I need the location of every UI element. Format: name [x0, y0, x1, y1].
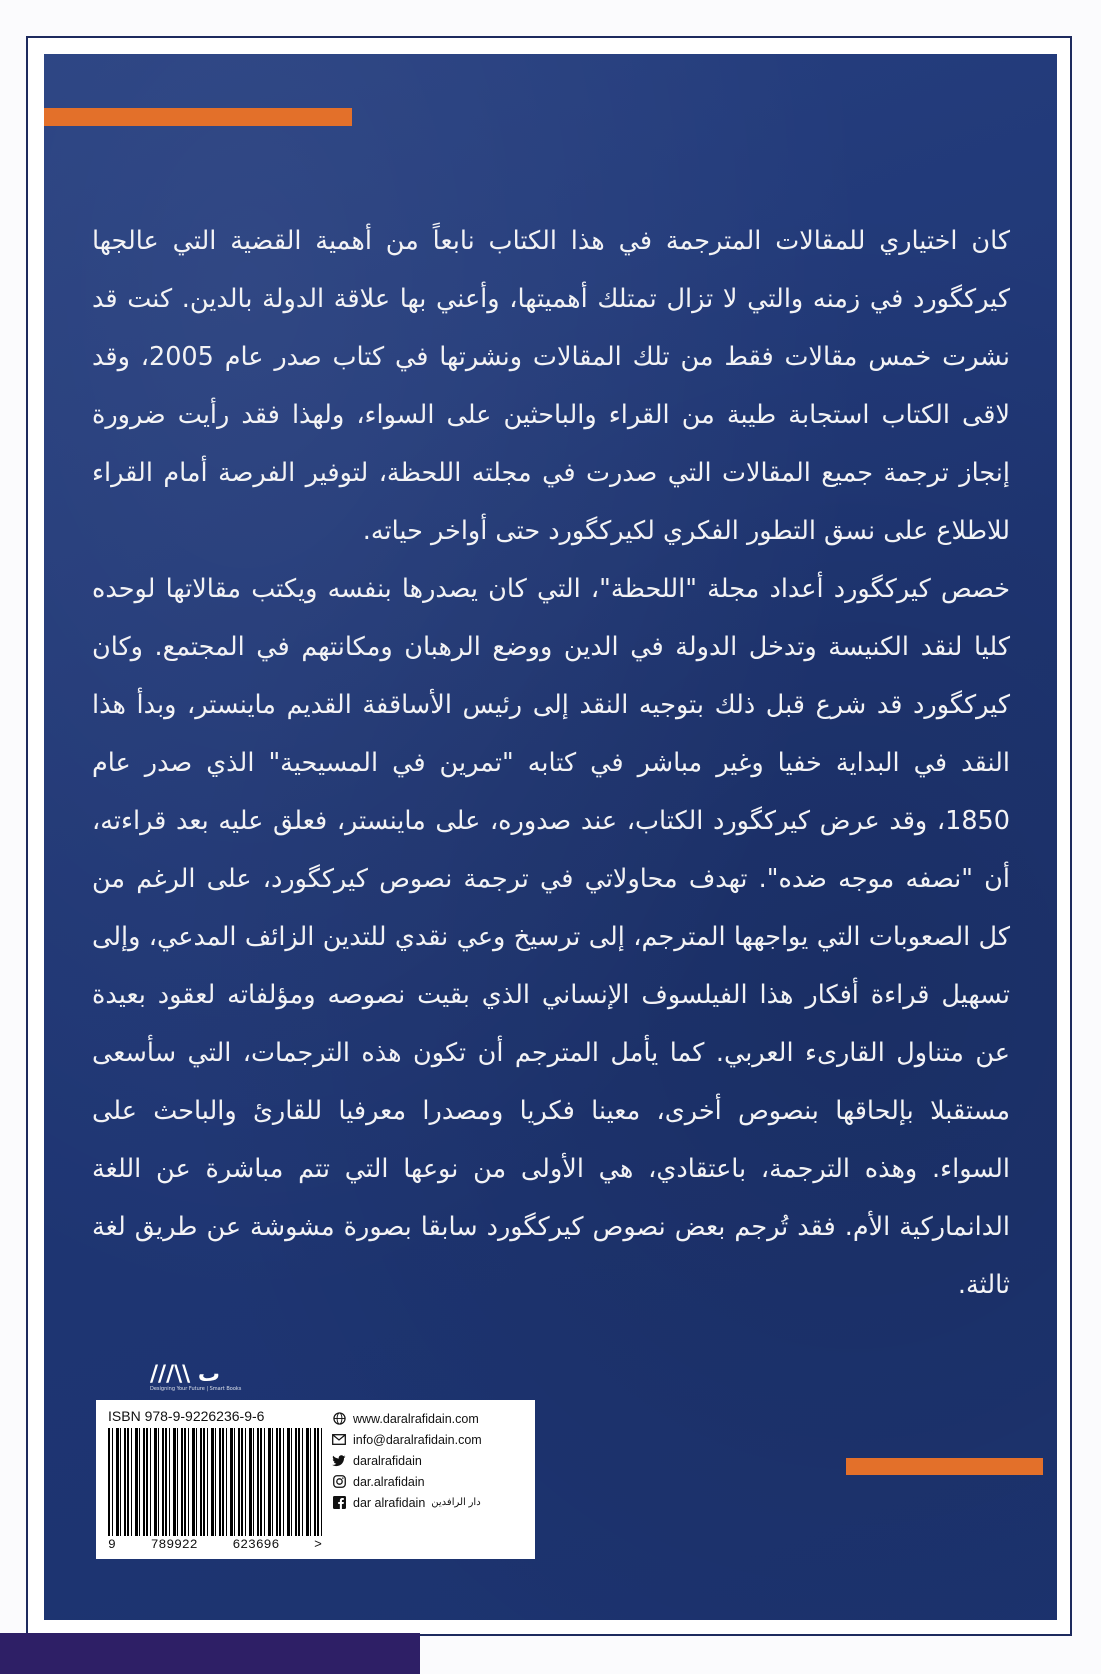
- contact-twitter[interactable]: [332, 1450, 532, 1471]
- accent-bar-top: [44, 108, 352, 126]
- instagram-icon: [332, 1475, 346, 1489]
- facebook-icon: [332, 1496, 346, 1510]
- contact-text: daralrafidain: [353, 1453, 422, 1468]
- publisher-info-box: [96, 1400, 535, 1559]
- publisher-tagline: Designing Your Future | Smart Books: [150, 1386, 242, 1392]
- publisher-logo: [150, 1364, 245, 1394]
- isbn-barcode: [108, 1428, 322, 1536]
- barcode-digit-group: 789922: [150, 1537, 198, 1552]
- accent-bar-bottom: [846, 1458, 1043, 1475]
- contact-text: dar alrafidain: [353, 1495, 426, 1510]
- contact-facebook[interactable]: [332, 1492, 532, 1513]
- globe-icon: [332, 1412, 346, 1426]
- decorative-strip: [0, 1633, 420, 1674]
- contact-text: dar.alrafidain: [353, 1474, 425, 1489]
- mail-icon: [332, 1433, 346, 1447]
- contact-instagram[interactable]: [332, 1471, 532, 1492]
- barcode-digit-group: 623696: [232, 1537, 280, 1552]
- publisher-name-arabic: دار الرافدين: [431, 1497, 481, 1508]
- barcode-digit-group: >: [314, 1537, 322, 1552]
- blurb-paragraph-1: كان اختياري للمقالات المترجمة في هذا الكتاب نابعاً من أهمية القضية التي عالجها كيركگورد في زمنه والتي لا تزال تمتلك أهميتها، وأعني بها علاقة الدولة بالدين. كنت قد نشرت خمس مقالات فقط من تلك المقالات ونشرتها في كتاب صدر عام 2005، وقد لاقى الكتاب استجابة طيبة من القراء والباحثين على السواء، ولهذا فقد رأيت ضرورة إنجاز ترجمة جميع المقالات التي صدرت في مجلته اللحظة، لتوفير الفرصة أمام القراء للاطلاع على نسق التطور الفكري لكيركگورد حتى أواخر حياته.: [92, 226, 1010, 546]
- contact-website[interactable]: [332, 1408, 532, 1429]
- publisher-logo-mark: ///\\ ٮ: [150, 1362, 220, 1387]
- isbn-label: ISBN 978-9-9226236-9-6: [108, 1408, 265, 1424]
- contact-text: www.daralrafidain.com: [353, 1411, 479, 1426]
- barcode-digits: [108, 1537, 322, 1552]
- barcode-digit-group: 9: [108, 1537, 116, 1552]
- contact-text: info@daralrafidain.com: [353, 1432, 482, 1447]
- contact-list: [332, 1408, 532, 1513]
- blurb-text: [92, 212, 1010, 1314]
- blurb-paragraph-2: خصص كيركگورد أعداد مجلة "اللحظة"، التي كان يصدرها بنفسه ويكتب مقالاتها لوحده كليا لنقد الكنيسة وتدخل الدولة في الدين ووضع الرهبان ومكانتهم في المجتمع. وكان كيركگورد قد شرع قبل ذلك بتوجيه النقد إلى رئيس الأساقفة القديم ماينستر، وبدأ هذا النقد في البداية خفيا وغير مباشر في كتابه "تمرين في المسيحية" الذي صدر عام 1850، وقد عرض كيركگورد الكتاب، عند صدوره، على ماينستر، فعلق عليه بعد قراءته، أن "نصفه موجه ضده". تهدف محاولاتي في ترجمة نصوص كيركگورد، على الرغم من كل الصعوبات التي يواجهها المترجم، إلى ترسيخ وعي نقدي للتدين الزائف المدعي، وإلى تسهيل قراءة أفكار هذا الفيلسوف الإنساني الذي بقيت نصوصه ومؤلفاته لعقود بعيدة عن متناول القارىء العربي. كما يأمل المترجم أن تكون هذه الترجمات، التي سأسعى مستقبلا بإلحاقها بنصوص أخرى، معينا فكريا ومصدرا معرفيا للقارئ والباحث على السواء. وهذه الترجمة، باعتقادي، هي الأولى من نوعها التي تتم مباشرة عن اللغة الدانماركية الأم. فقد تُرجم بعض نصوص كيركگورد سابقا بصورة مشوشة عن طريق لغة ثالثة.: [92, 574, 1010, 1300]
- contact-email[interactable]: [332, 1429, 532, 1450]
- twitter-icon: [332, 1454, 346, 1468]
